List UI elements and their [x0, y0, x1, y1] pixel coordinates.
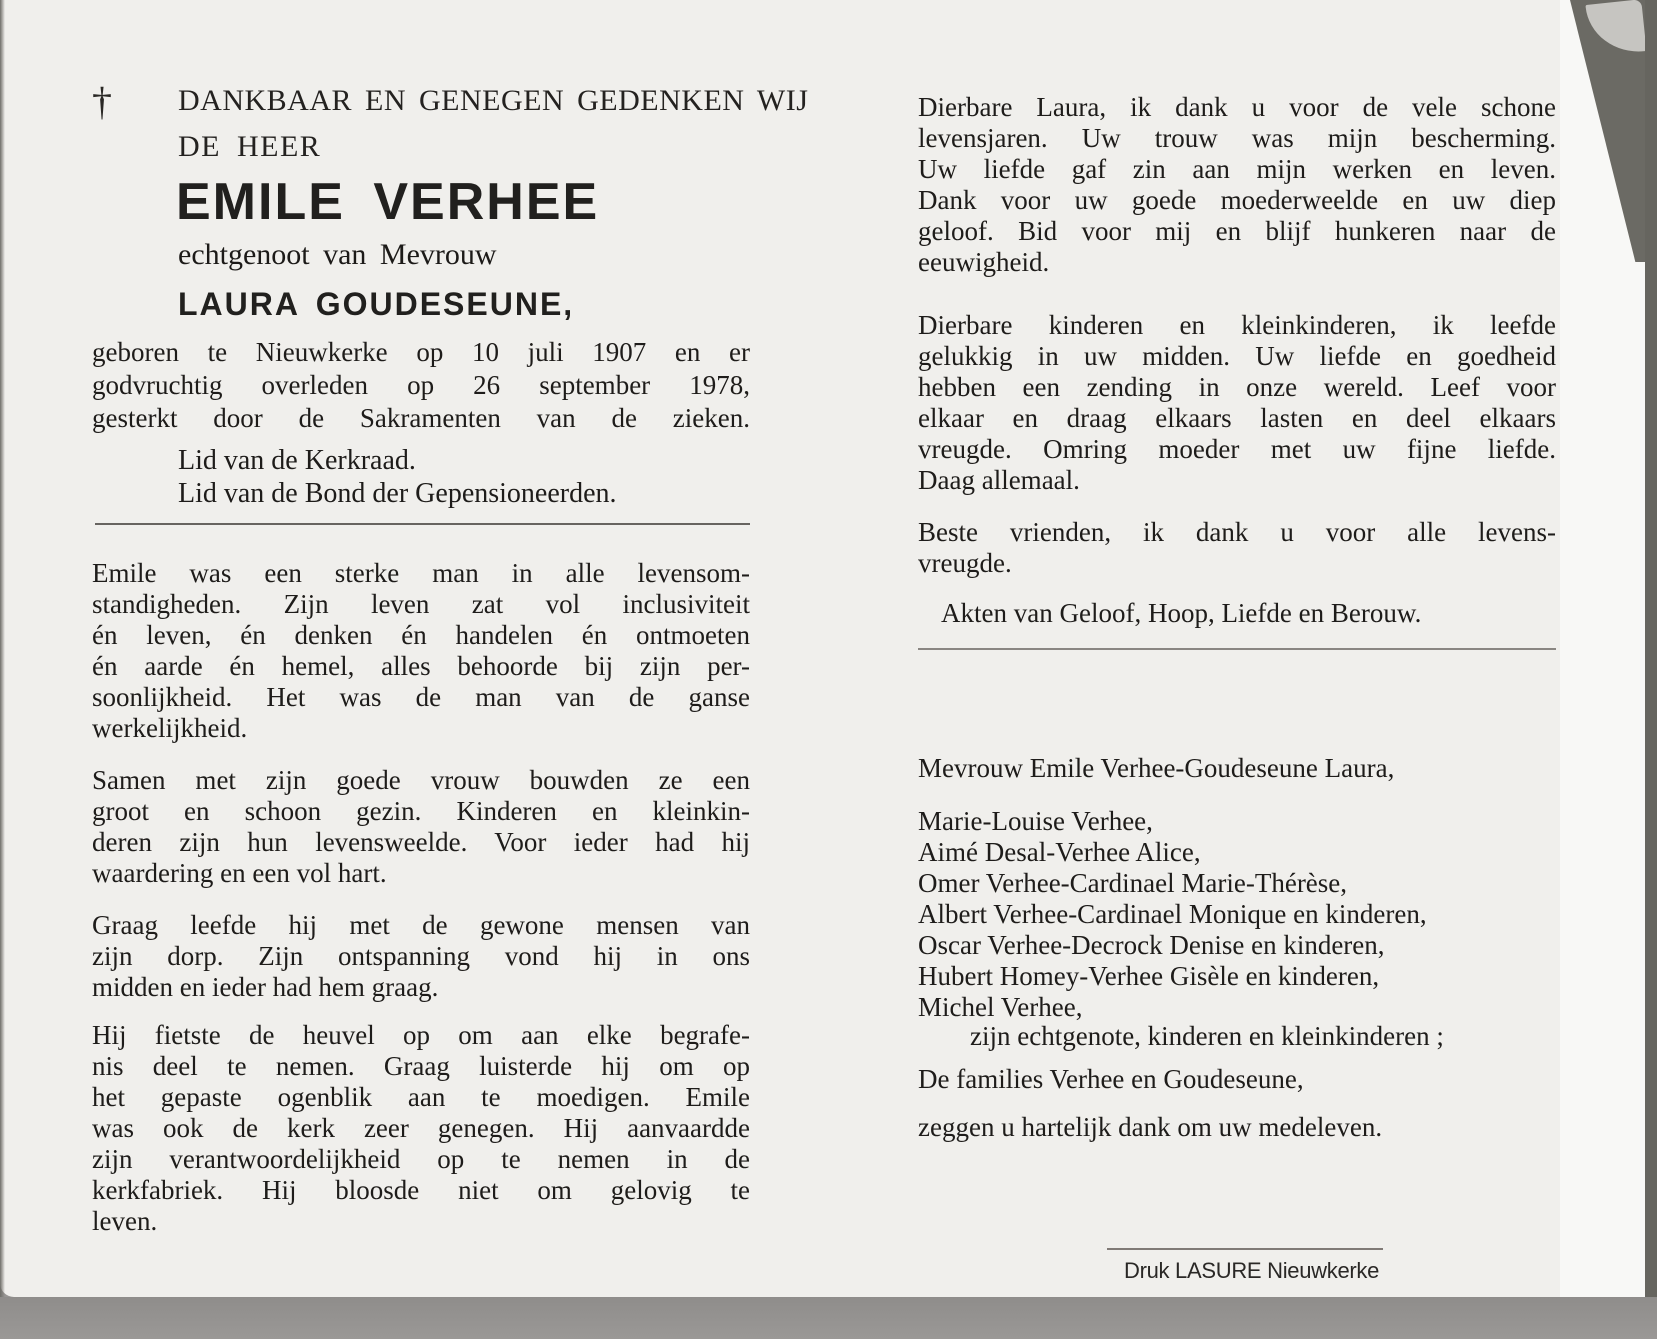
text-line: zijn dorp. Zijn ontspanning vond hij in ons	[92, 941, 750, 971]
thanks-line: zeggen u hartelijk dank om uw medeleven.	[918, 1112, 1383, 1142]
text-line: soonlijkheid. Het was de man van de ganse	[92, 682, 750, 712]
membership-line: Lid van de Bond der Gepensioneerden.	[178, 478, 617, 509]
text-line: deren zijn hun levensweelde. Voor ieder had hij	[92, 827, 750, 857]
families-line: De families Verhee en Goudeseune,	[918, 1064, 1304, 1094]
printer-divider-line	[1107, 1248, 1383, 1250]
eulogy-paragraph	[92, 1020, 750, 1237]
text-line: geboren te Nieuwkerke op 10 juli 1907 en er	[92, 337, 750, 367]
text-line: én leven, én denken én handelen én ontmoeten	[92, 620, 750, 650]
text-line: Uw liefde gaf zin aan mijn werken en leven.	[918, 154, 1556, 184]
printer-credit: Druk LASURE Nieuwkerke	[1124, 1258, 1380, 1283]
membership-line: Lid van de Kerkraad.	[178, 445, 416, 476]
text-line: standigheden. Zijn leven zat vol inclusiviteit	[92, 589, 750, 619]
text-line: én aarde én hemel, alles behoorde bij zijn per-	[92, 651, 750, 681]
acts-of-faith-line: Akten van Geloof, Hoop, Liefde en Berouw.	[941, 598, 1422, 628]
text-line: vreugde.	[918, 548, 1012, 578]
text-line: het gepaste ogenblik aan te moedigen. Emile	[92, 1082, 750, 1112]
dedication-line: DANKBAAR EN GENEGEN GEDENKEN WIJ	[178, 84, 809, 117]
text-line: Hij fietste de heuvel op om aan elke begrafe-	[92, 1020, 750, 1050]
text-line: vreugde. Omring moeder met uw fijne liefde.	[918, 434, 1556, 464]
eulogy-paragraph	[92, 558, 750, 744]
text-line: zijn verantwoordelijkheid op te nemen in de	[92, 1144, 750, 1174]
spouse-intro-line: echtgenoot van Mevrouw	[178, 238, 497, 271]
text-line: Dierbare kinderen en kleinkinderen, ik leefde	[918, 310, 1556, 340]
text-line: hebben een zending in onze wereld. Leef voor	[918, 372, 1556, 402]
text-line: midden en ieder had hem graag.	[92, 972, 439, 1002]
text-line: Oscar Verhee-Decrock Denise en kinderen,	[918, 930, 1385, 960]
right-divider-line	[918, 648, 1556, 650]
farewell-paragraph	[918, 310, 1556, 496]
text-line: groot en schoon gezin. Kinderen en kleinkin-	[92, 796, 750, 826]
text-line: elkaar en draag elkaars lasten en deel elkaars	[918, 403, 1556, 433]
text-line: nis deel te nemen. Graag luisterde hij om op	[92, 1051, 750, 1081]
deceased-name: EMILE VERHEE	[176, 173, 600, 231]
text-line: eeuwigheid.	[918, 247, 1050, 277]
text-line: was ook de kerk zeer genegen. Hij aanvaardde	[92, 1113, 750, 1143]
text-line: Daag allemaal.	[918, 465, 1080, 495]
birth-death-paragraph	[92, 336, 750, 435]
scan-left-edge	[0, 0, 5, 1297]
widow-name-line: Mevrouw Emile Verhee-Goudeseune Laura,	[918, 753, 1395, 783]
text-line: Michel Verhee,	[918, 992, 1083, 1022]
text-line: Beste vrienden, ik dank u voor alle levens-	[918, 517, 1556, 547]
text-line: kerkfabriek. Hij bloosde niet om gelovig te	[92, 1175, 750, 1205]
scan-right-edge	[1645, 0, 1657, 1297]
cross-icon: †	[92, 79, 112, 124]
text-line: Dank voor uw goede moederweelde en uw diep	[918, 185, 1556, 215]
text-line: werkelijkheid.	[92, 713, 248, 743]
text-line: Emile was een sterke man in alle levensom-	[92, 558, 750, 588]
eulogy-paragraph	[92, 910, 750, 1003]
text-line: godvruchtig overleden op 26 september 1978,	[92, 370, 750, 400]
children-note-line: zijn echtgenote, kinderen en kleinkinderen ;	[970, 1021, 1444, 1051]
spouse-name: LAURA GOUDESEUNE,	[178, 286, 575, 322]
text-line: Omer Verhee-Cardinael Marie-Thérèse,	[918, 868, 1348, 898]
text-line: Graag leefde hij met de gewone mensen van	[92, 910, 750, 940]
text-line: waardering en een vol hart.	[92, 858, 387, 888]
membership-lines	[178, 444, 617, 510]
text-line: gelukkig in uw midden. Uw liefde en goedheid	[918, 341, 1556, 371]
honorific-line: DE HEER	[178, 130, 322, 163]
text-line: Samen met zijn goede vrouw bouwden ze een	[92, 765, 750, 795]
farewell-paragraph	[918, 517, 1556, 579]
farewell-paragraph	[918, 92, 1556, 278]
eulogy-paragraph	[92, 765, 750, 889]
left-divider-line	[95, 523, 750, 525]
text-line: geloof. Bid voor mij en blijf hunkeren naar de	[918, 216, 1556, 246]
text-line: leven.	[92, 1206, 158, 1236]
scan-bottom-band	[0, 1297, 1657, 1339]
text-line: Marie-Louise Verhee,	[918, 806, 1153, 836]
text-line: Hubert Homey-Verhee Gisèle en kinderen,	[918, 961, 1380, 991]
text-line: levensjaren. Uw trouw was mijn bescherming.	[918, 123, 1556, 153]
text-line: Albert Verhee-Cardinael Monique en kinderen,	[918, 899, 1427, 929]
text-line: Dierbare Laura, ik dank u voor de vele schone	[918, 92, 1556, 122]
children-list	[918, 806, 1556, 1023]
text-line: gesterkt door de Sakramenten van de zieken.	[92, 403, 750, 433]
text-line: Aimé Desal-Verhee Alice,	[918, 837, 1201, 867]
